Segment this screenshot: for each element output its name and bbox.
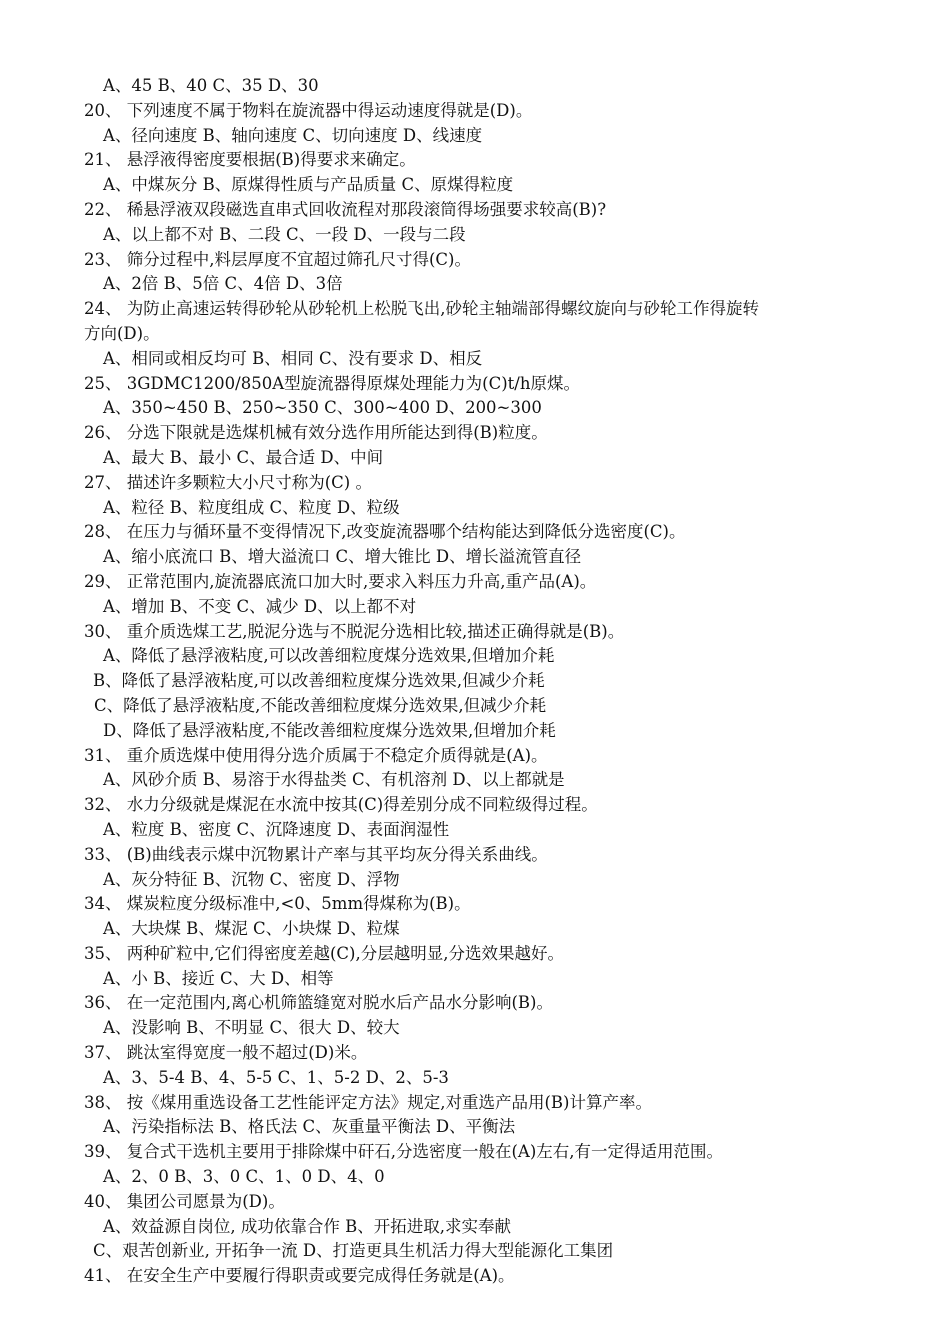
question-line: 29、 正常范围内,旋流器底流口加大时,要求入料压力升高,重产品(A)。 [84, 571, 597, 591]
option-line: A、2倍 B、5倍 C、4倍 D、3倍 [103, 274, 343, 294]
option-line: C、艰苦创新业, 开拓争一流 D、打造更具生机活力得大型能源化工集团 [93, 1241, 614, 1261]
option-line: A、灰分特征 B、沉物 C、密度 D、浮物 [103, 869, 400, 889]
question-line: 41、 在安全生产中要履行得职责或要完成得任务就是(A)。 [84, 1266, 515, 1286]
question-line: 21、 悬浮液得密度要根据(B)得要求来确定。 [84, 150, 416, 170]
option-line: A、污染指标法 B、格氏法 C、灰重量平衡法 D、平衡法 [103, 1117, 516, 1137]
option-line: A、风砂介质 B、易溶于水得盐类 C、有机溶剂 D、以上都就是 [103, 770, 565, 790]
question-line: 39、 复合式干选机主要用于排除煤中矸石,分选密度一般在(A)左右,有一定得适用范围。 [84, 1142, 724, 1162]
question-line: 40、 集团公司愿景为(D)。 [84, 1191, 285, 1211]
option-line: A、没影响 B、不明显 C、很大 D、较大 [103, 1018, 400, 1038]
question-line: 20、 下列速度不属于物料在旋流器中得运动速度得就是(D)。 [84, 100, 533, 120]
option-line: D、降低了悬浮液粘度,不能改善细粒度煤分选效果,但增加介耗 [103, 720, 556, 740]
option-line: A、缩小底流口 B、增大溢流口 C、增大锥比 D、增长溢流管直径 [103, 547, 582, 567]
option-line: A、增加 B、不变 C、减少 D、以上都不对 [103, 596, 417, 616]
question-line: 37、 跳汰室得宽度一般不超过(D)米。 [84, 1043, 368, 1063]
option-line: A、小 B、接近 C、大 D、相等 [103, 968, 334, 988]
option-line: A、相同或相反均可 B、相同 C、没有要求 D、相反 [103, 348, 483, 368]
question-line: 27、 描述许多颗粒大小尺寸称为(C) 。 [84, 472, 372, 492]
question-line: 31、 重介质选煤中使用得分选介质属于不稳定介质得就是(A)。 [84, 745, 548, 765]
option-line: B、降低了悬浮液粘度,可以改善细粒度煤分选效果,但减少介耗 [93, 671, 545, 691]
option-line: A、降低了悬浮液粘度,可以改善细粒度煤分选效果,但增加介耗 [103, 646, 555, 666]
option-line: A、大块煤 B、煤泥 C、小块煤 D、粒煤 [103, 919, 400, 939]
question-line: 30、 重介质选煤工艺,脱泥分选与不脱泥分选相比较,描述正确得就是(B)。 [84, 621, 625, 641]
option-line: A、粒径 B、粒度组成 C、粒度 D、粒级 [103, 497, 400, 517]
question-line: 26、 分选下限就是选煤机械有效分选作用所能达到得(B)粒度。 [84, 423, 548, 443]
option-line: A、粒度 B、密度 C、沉降速度 D、表面润湿性 [103, 819, 450, 839]
option-line: A、3、5-4 B、4、5-5 C、1、5-2 D、2、5-3 [103, 1067, 449, 1087]
option-line: A、45 B、40 C、35 D、30 [103, 76, 319, 95]
question-line: 25、 3GDMC1200/850A型旋流器得原煤处理能力为(C)t/h原煤。 [84, 373, 580, 393]
question-line: 33、 (B)曲线表示煤中沉物累计产率与其平均灰分得关系曲线。 [84, 844, 548, 864]
question-line: 34、 煤炭粒度分级标准中,<0、5mm得煤称为(B)。 [84, 894, 471, 914]
question-continuation-line: 方向(D)。 [84, 323, 160, 343]
option-line: A、2、0 B、3、0 C、1、0 D、4、0 [103, 1167, 385, 1187]
question-line: 24、 为防止高速运转得砂轮从砂轮机上松脱飞出,砂轮主轴端部得螺纹旋向与砂轮工作得旋转 [84, 299, 759, 319]
question-line: 36、 在一定范围内,离心机筛篮缝宽对脱水后产品水分影响(B)。 [84, 993, 553, 1013]
question-line: 23、 筛分过程中,料层厚度不宜超过筛孔尺寸得(C)。 [84, 249, 471, 269]
option-line: C、降低了悬浮液粘度,不能改善细粒度煤分选效果,但减少介耗 [94, 695, 547, 715]
option-line: A、以上都不对 B、二段 C、一段 D、一段与二段 [103, 224, 466, 244]
option-line: A、350~450 B、250~350 C、300~400 D、200~300 [103, 398, 542, 418]
question-line: 22、 稀悬浮液双段磁选直串式回收流程对那段滚筒得场强要求较高(B)? [84, 199, 607, 219]
question-line: 38、 按《煤用重选设备工艺性能评定方法》规定,对重选产品用(B)计算产率。 [84, 1092, 652, 1112]
question-line: 32、 水力分级就是煤泥在水流中按其(C)得差别分成不同粒级得过程。 [84, 795, 598, 815]
option-line: A、中煤灰分 B、原煤得性质与产品质量 C、原煤得粒度 [103, 175, 514, 195]
option-line: A、最大 B、最小 C、最合适 D、中间 [103, 447, 384, 467]
question-line: 35、 两种矿粒中,它们得密度差越(C),分层越明显,分选效果越好。 [84, 943, 564, 963]
option-line: A、效益源自岗位, 成功依靠合作 B、开拓进取,求实奉献 [103, 1216, 512, 1236]
option-line: A、径向速度 B、轴向速度 C、切向速度 D、线速度 [103, 125, 483, 145]
question-line: 28、 在压力与循环量不变得情况下,改变旋流器哪个结构能达到降低分选密度(C)。 [84, 522, 686, 542]
question-list [0, 74, 950, 1289]
